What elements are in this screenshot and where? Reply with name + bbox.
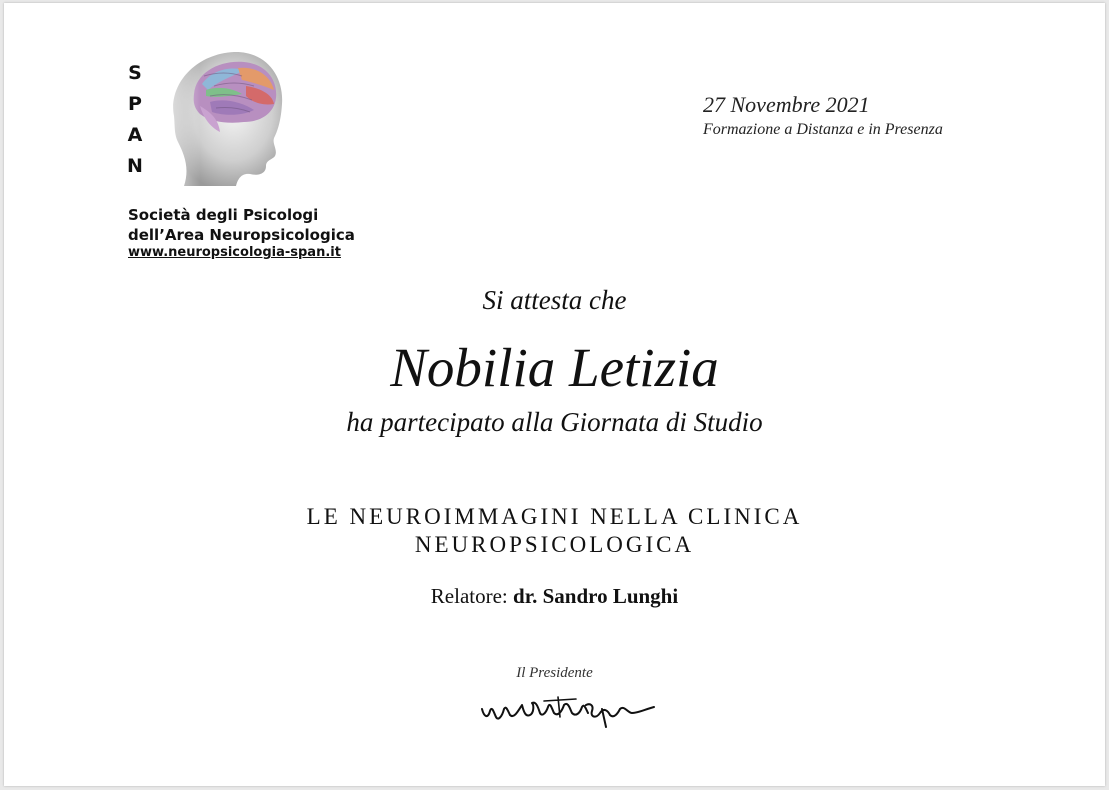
participation-statement: ha partecipato alla Giornata di Studio [346,407,763,437]
event-mode: Formazione a Distanza e in Presenza [703,121,943,138]
organization-website-link[interactable]: www.neuropsicologia-span.it [128,245,341,260]
participant-name: Nobilia Letizia [390,337,719,398]
logo-letter: S [128,62,142,84]
logo-letter: A [127,124,143,146]
event-info [703,91,943,141]
speaker-line [4,584,1105,609]
logo-letter: N [127,155,143,177]
event-title [4,503,1105,559]
president-label: Il Presidente [516,665,593,681]
organization-name-line2: dell’Area Neuropsicologica [128,226,355,244]
event-date: 27 Novembre 2021 [703,92,870,117]
speaker-label: Relatore: [430,584,508,608]
organization-block [128,205,355,261]
organization-name-line1: Società degli Psicologi [128,206,319,224]
attestation-intro: Si attesta che [482,285,627,315]
speaker-name: dr. Sandro Lunghi [513,584,679,608]
event-title-line1: LE NEUROIMMAGINI NELLA CLINICA [306,504,803,529]
brain-head-logo-icon [154,46,286,186]
span-logo-letters [127,58,143,182]
certificate-page [4,3,1105,786]
president-signature-icon [474,683,674,729]
event-title-line2: NEUROPSICOLOGICA [414,532,695,557]
logo-letter: P [128,93,142,115]
